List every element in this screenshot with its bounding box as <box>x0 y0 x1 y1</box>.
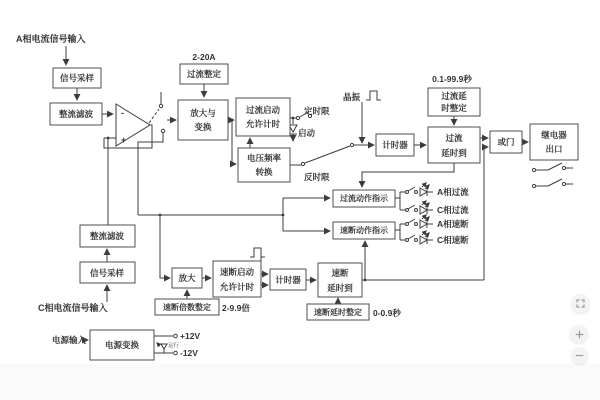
rectify-filter-a-label: 整流滤波 <box>58 109 94 119</box>
oc-delay-range-label: 0.1-99.9秒 <box>432 74 472 84</box>
block-amplify-convert <box>178 100 228 140</box>
comparator-opamp <box>116 104 150 146</box>
opamp-plus-sign: + <box>121 135 127 145</box>
relay-output-line2: 出口 <box>545 144 563 154</box>
qb-start-timing-line2: 允许计时 <box>219 282 255 292</box>
oc-action-indicator-label: 过流动作指示 <box>340 194 388 203</box>
block-oc-action-indicator <box>333 190 395 207</box>
plus-icon <box>575 330 584 339</box>
plus-12v-label: +12V <box>180 331 201 341</box>
or-gate-label: 或门 <box>497 137 515 147</box>
vf-convert-line1: 电压频率 <box>246 153 282 163</box>
block-qb-delay-setting <box>307 304 369 320</box>
rectify-filter-c-label: 整流滤波 <box>89 231 125 241</box>
pulse-waveform-icon-oc <box>366 91 381 100</box>
zoom-out-button[interactable] <box>571 347 588 364</box>
phase-selector-switch <box>138 92 176 215</box>
signal-sample-a-label: 信号采样 <box>59 73 95 83</box>
minus-12v-label: -12V <box>180 348 198 358</box>
relay-output-line1: 继电器 <box>541 130 567 140</box>
oc-delay-reached-line2: 延时到 <box>441 148 467 158</box>
block-power-convert <box>90 330 154 360</box>
qb-delay-range-label: 0-0.9秒 <box>373 308 401 318</box>
oc-delay-reached-line1: 过流 <box>445 133 463 143</box>
block-oc-delay-setting <box>428 88 480 116</box>
block-timer-qb <box>270 269 306 290</box>
block-rectify-filter-a <box>50 103 102 125</box>
fullscreen-icon <box>576 299 585 308</box>
timer-qb-label: 计时器 <box>275 275 301 285</box>
block-signal-sample-a <box>53 68 101 88</box>
oc-delay-setting-line1: 过流延 <box>441 91 467 101</box>
oc-start-timing-line1: 过流启动 <box>245 105 281 115</box>
qb-delay-reached-line2: 延时到 <box>327 283 353 293</box>
page-bottom-band <box>0 364 600 400</box>
phase-a-input-label: A相电流信号输入 <box>16 34 86 44</box>
amplify-convert-line1: 放大与 <box>190 108 216 118</box>
pulse-waveform-icon-qb <box>250 248 265 257</box>
block-oc-start-timing <box>236 98 290 136</box>
relay-contact-icons <box>532 163 573 188</box>
qb-start-timing-line1: 速断启动 <box>219 267 255 277</box>
opamp-minus-sign: - <box>121 108 124 118</box>
led-label-a-qb: A相速断 <box>437 219 469 229</box>
amplify-label: 放大 <box>178 273 196 283</box>
block-qb-multiple-setting <box>155 299 219 315</box>
qb-multiple-setting-label: 速断倍数整定 <box>163 303 211 312</box>
minus-icon <box>575 351 584 360</box>
oc-start-timing-line2: 允许计时 <box>245 119 281 129</box>
block-relay-output <box>530 124 578 160</box>
start-led-label: 启动 <box>298 128 316 138</box>
inverse-time-label: 反时限 <box>304 172 330 182</box>
run-led-label: 运行 <box>168 343 180 349</box>
block-oc-setting <box>180 64 228 84</box>
block-vf-convert <box>238 148 290 182</box>
oc-range-label: 2-20A <box>192 52 216 62</box>
amplify-convert-line2: 变换 <box>194 122 212 132</box>
oc-setting-label: 过流整定 <box>186 69 222 79</box>
run-led-icon <box>157 343 167 353</box>
block-amplify <box>172 268 202 288</box>
qb-action-indicator-label: 速断动作指示 <box>340 226 388 235</box>
block-signal-sample-c <box>80 262 135 283</box>
qb-delay-setting-label: 速断延时整定 <box>314 308 362 317</box>
indicator-led-rows <box>395 183 433 244</box>
block-rectify-filter-c <box>80 225 135 247</box>
timer-oc-label: 计时器 <box>382 140 408 150</box>
led-label-c-oc: C相过流 <box>437 205 469 215</box>
block-oc-delay-reached <box>428 127 480 163</box>
fullscreen-button[interactable] <box>571 294 590 313</box>
led-label-c-qb: C相速断 <box>437 235 469 245</box>
signal-sample-c-label: 信号采样 <box>89 268 125 278</box>
power-convert-label: 电源变换 <box>104 340 140 350</box>
oc-delay-setting-line2: 时整定 <box>441 103 467 113</box>
block-qb-start-timing <box>213 261 261 297</box>
qb-delay-reached-line1: 速断 <box>331 268 349 278</box>
phase-c-input-label: C相电流信号输入 <box>38 303 108 313</box>
block-timer-oc <box>376 134 414 156</box>
led-label-a-oc: A相过流 <box>437 187 469 197</box>
zoom-in-button[interactable] <box>570 325 588 343</box>
qb-multiple-range-label: 2-9.9倍 <box>222 303 250 313</box>
block-qb-delay-reached <box>318 263 362 297</box>
power-input-label: 电源输入 <box>52 335 87 345</box>
crystal-osc-label: 晶振 <box>343 92 361 102</box>
block-or-gate <box>490 131 522 153</box>
block-qb-action-indicator <box>333 222 395 239</box>
definite-time-label: 定时限 <box>304 106 330 116</box>
vf-convert-line2: 转换 <box>255 167 273 177</box>
